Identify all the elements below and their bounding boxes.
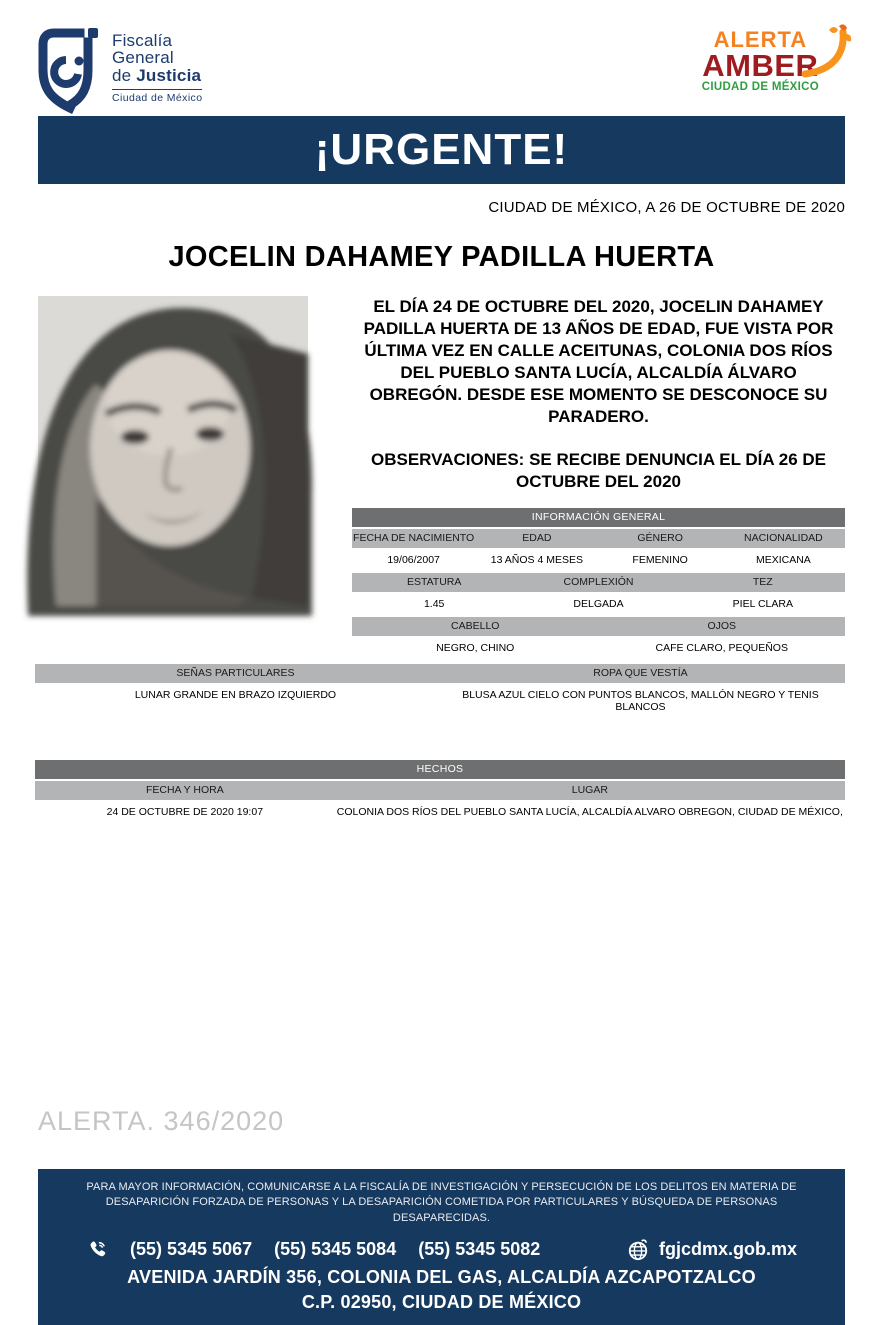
missing-person-photo: [38, 296, 308, 606]
amber-swoosh-icon: [799, 24, 851, 82]
label-lugar: LUGAR: [571, 784, 608, 797]
fgj-logo-text: [112, 28, 202, 104]
general-info-title: INFORMACIÓN GENERAL: [352, 508, 845, 527]
details-column: [352, 296, 845, 661]
general-info-table: [352, 508, 845, 661]
fgj-logo: [38, 28, 202, 112]
globe-icon: [627, 1239, 649, 1261]
header: [38, 28, 845, 114]
footer-address-line2: C.P. 02950, CIUDAD DE MÉXICO: [301, 1291, 582, 1312]
label-edad: EDAD: [522, 532, 552, 545]
main-content: [38, 296, 845, 661]
fgj-monogram-icon: [38, 28, 102, 112]
general-info-row3-values: [352, 636, 845, 661]
urgent-banner: ¡URGENTE!: [38, 116, 845, 184]
label-estatura: ESTATURA: [406, 576, 462, 589]
website-group: [627, 1239, 797, 1261]
missing-person-name: JOCELIN DAHAMEY PADILLA HUERTA: [168, 241, 715, 273]
incident-description: EL DÍA 24 DE OCTUBRE DEL 2020, JOCELIN DAHAMEY PADILLA HUERTA DE 13 AÑOS DE EDAD, FUE VISTA POR ÚLTIMA VEZ EN CALLE ACEITUNAS, COLONIA DOS RÍOS DEL PUEBLO SANTA LUCÍA, ALCALDÍA ÁLVARO OBREGÓN. DESDE ESE MOMENTO SE DESCONOCE SU PARADERO.: [363, 297, 834, 427]
phone-number-1: (55) 5345 5067: [130, 1239, 253, 1260]
dateline: CIUDAD DE MÉXICO, A 26 DE OCTUBRE DE 2020: [488, 199, 845, 216]
label-fecha-nacimiento: FECHA DE NACIMIENTO: [353, 532, 475, 545]
value-lugar: COLONIA DOS RÍOS DEL PUEBLO SANTA LUCÍA, ALCALDÍA ALVARO OBREGON, CIUDAD DE MÉXICO,: [336, 805, 843, 818]
general-info-row1-labels: [352, 529, 845, 548]
value-genero: FEMENINO: [632, 553, 688, 566]
value-fecha-y-hora: 24 DE OCTUBRE DE 2020 19:07: [106, 805, 264, 818]
fgj-tagline: Ciudad de México: [112, 89, 202, 104]
value-nacionalidad: MEXICANA: [755, 553, 811, 566]
particulars-labels: [35, 664, 845, 683]
label-fecha-y-hora: FECHA Y HORA: [145, 784, 224, 797]
value-ojos: CAFE CLARO, PEQUEÑOS: [655, 641, 788, 654]
label-ojos: OJOS: [707, 620, 737, 633]
phone-icon: [86, 1239, 108, 1261]
value-edad: 13 AÑOS 4 MESES: [490, 553, 583, 566]
value-senas-particulares: LUNAR GRANDE EN BRAZO IZQUIERDO: [134, 688, 337, 701]
value-cabello: NEGRO, CHINO: [436, 641, 515, 654]
observations: OBSERVACIONES: SE RECIBE DENUNCIA EL DÍA 26 DE OCTUBRE DEL 2020: [371, 449, 826, 491]
footer-contacts: [64, 1239, 819, 1261]
hechos-section: [35, 760, 845, 825]
amber-word-cdmx: CIUDAD DE MÉXICO: [701, 81, 819, 94]
general-info-row2-labels: [352, 573, 845, 592]
alert-number: ALERTA. 346/2020: [38, 1105, 285, 1136]
hechos-labels: [35, 781, 845, 800]
label-nacionalidad: NACIONALIDAD: [743, 532, 823, 545]
amber-word-amber: AMBER: [702, 47, 819, 83]
amber-word-alerta: ALERTA: [713, 27, 808, 52]
label-complexion: COMPLEXIÓN: [563, 576, 634, 589]
general-info-row1-values: [352, 548, 845, 573]
value-tez: PIEL CLARA: [732, 597, 793, 610]
label-cabello: CABELLO: [451, 620, 500, 633]
label-ropa-que-vestia: ROPA QUE VESTÍA: [593, 667, 688, 680]
label-tez: TEZ: [752, 576, 773, 589]
phone-number-2: (55) 5345 5084: [274, 1239, 397, 1260]
general-info-row2-values: [352, 592, 845, 617]
value-complexion: DELGADA: [573, 597, 624, 610]
value-fecha-nacimiento: 19/06/2007: [387, 553, 440, 566]
general-info-row3-labels: [352, 617, 845, 636]
alerta-amber-logo: [701, 27, 845, 94]
fgj-name-line3: de Justicia: [112, 65, 202, 85]
hechos-values: [35, 800, 845, 825]
hechos-title: HECHOS: [35, 760, 845, 779]
website-url: fgjcdmx.gob.mx: [658, 1239, 797, 1260]
fgj-name-line2: General: [112, 48, 174, 68]
particulars-section: [35, 664, 845, 720]
footer-info-text: PARA MAYOR INFORMACIÓN, COMUNICARSE A LA FISCALÍA DE INVESTIGACIÓN Y PERSECUCIÓN DE LOS DELITOS EN MATERIA DE DESAPARICIÓN FORZADA DE PERSONAS Y LA DESAPARICIÓN COMETIDA POR PARTICULARES Y BÚSQUEDA DE PERSONAS DESAPARECIDAS.: [86, 1180, 797, 1224]
label-senas-particulares: SEÑAS PARTICULARES: [176, 667, 295, 680]
value-ropa-que-vestia: BLUSA AZUL CIELO CON PUNTOS BLANCOS, MALLÓN NEGRO Y TENIS BLANCOS: [462, 688, 819, 713]
fgj-name-line1: Fiscalía: [112, 31, 173, 50]
phone-number-3: (55) 5345 5082: [418, 1239, 541, 1260]
footer: [38, 1169, 845, 1325]
particulars-values: [35, 683, 845, 720]
footer-address-line1: AVENIDA JARDÍN 356, COLONIA DEL GAS, ALCALDÍA AZCAPOTZALCO: [127, 1266, 756, 1287]
value-estatura: 1.45: [423, 597, 445, 610]
label-genero: GÉNERO: [637, 532, 683, 545]
